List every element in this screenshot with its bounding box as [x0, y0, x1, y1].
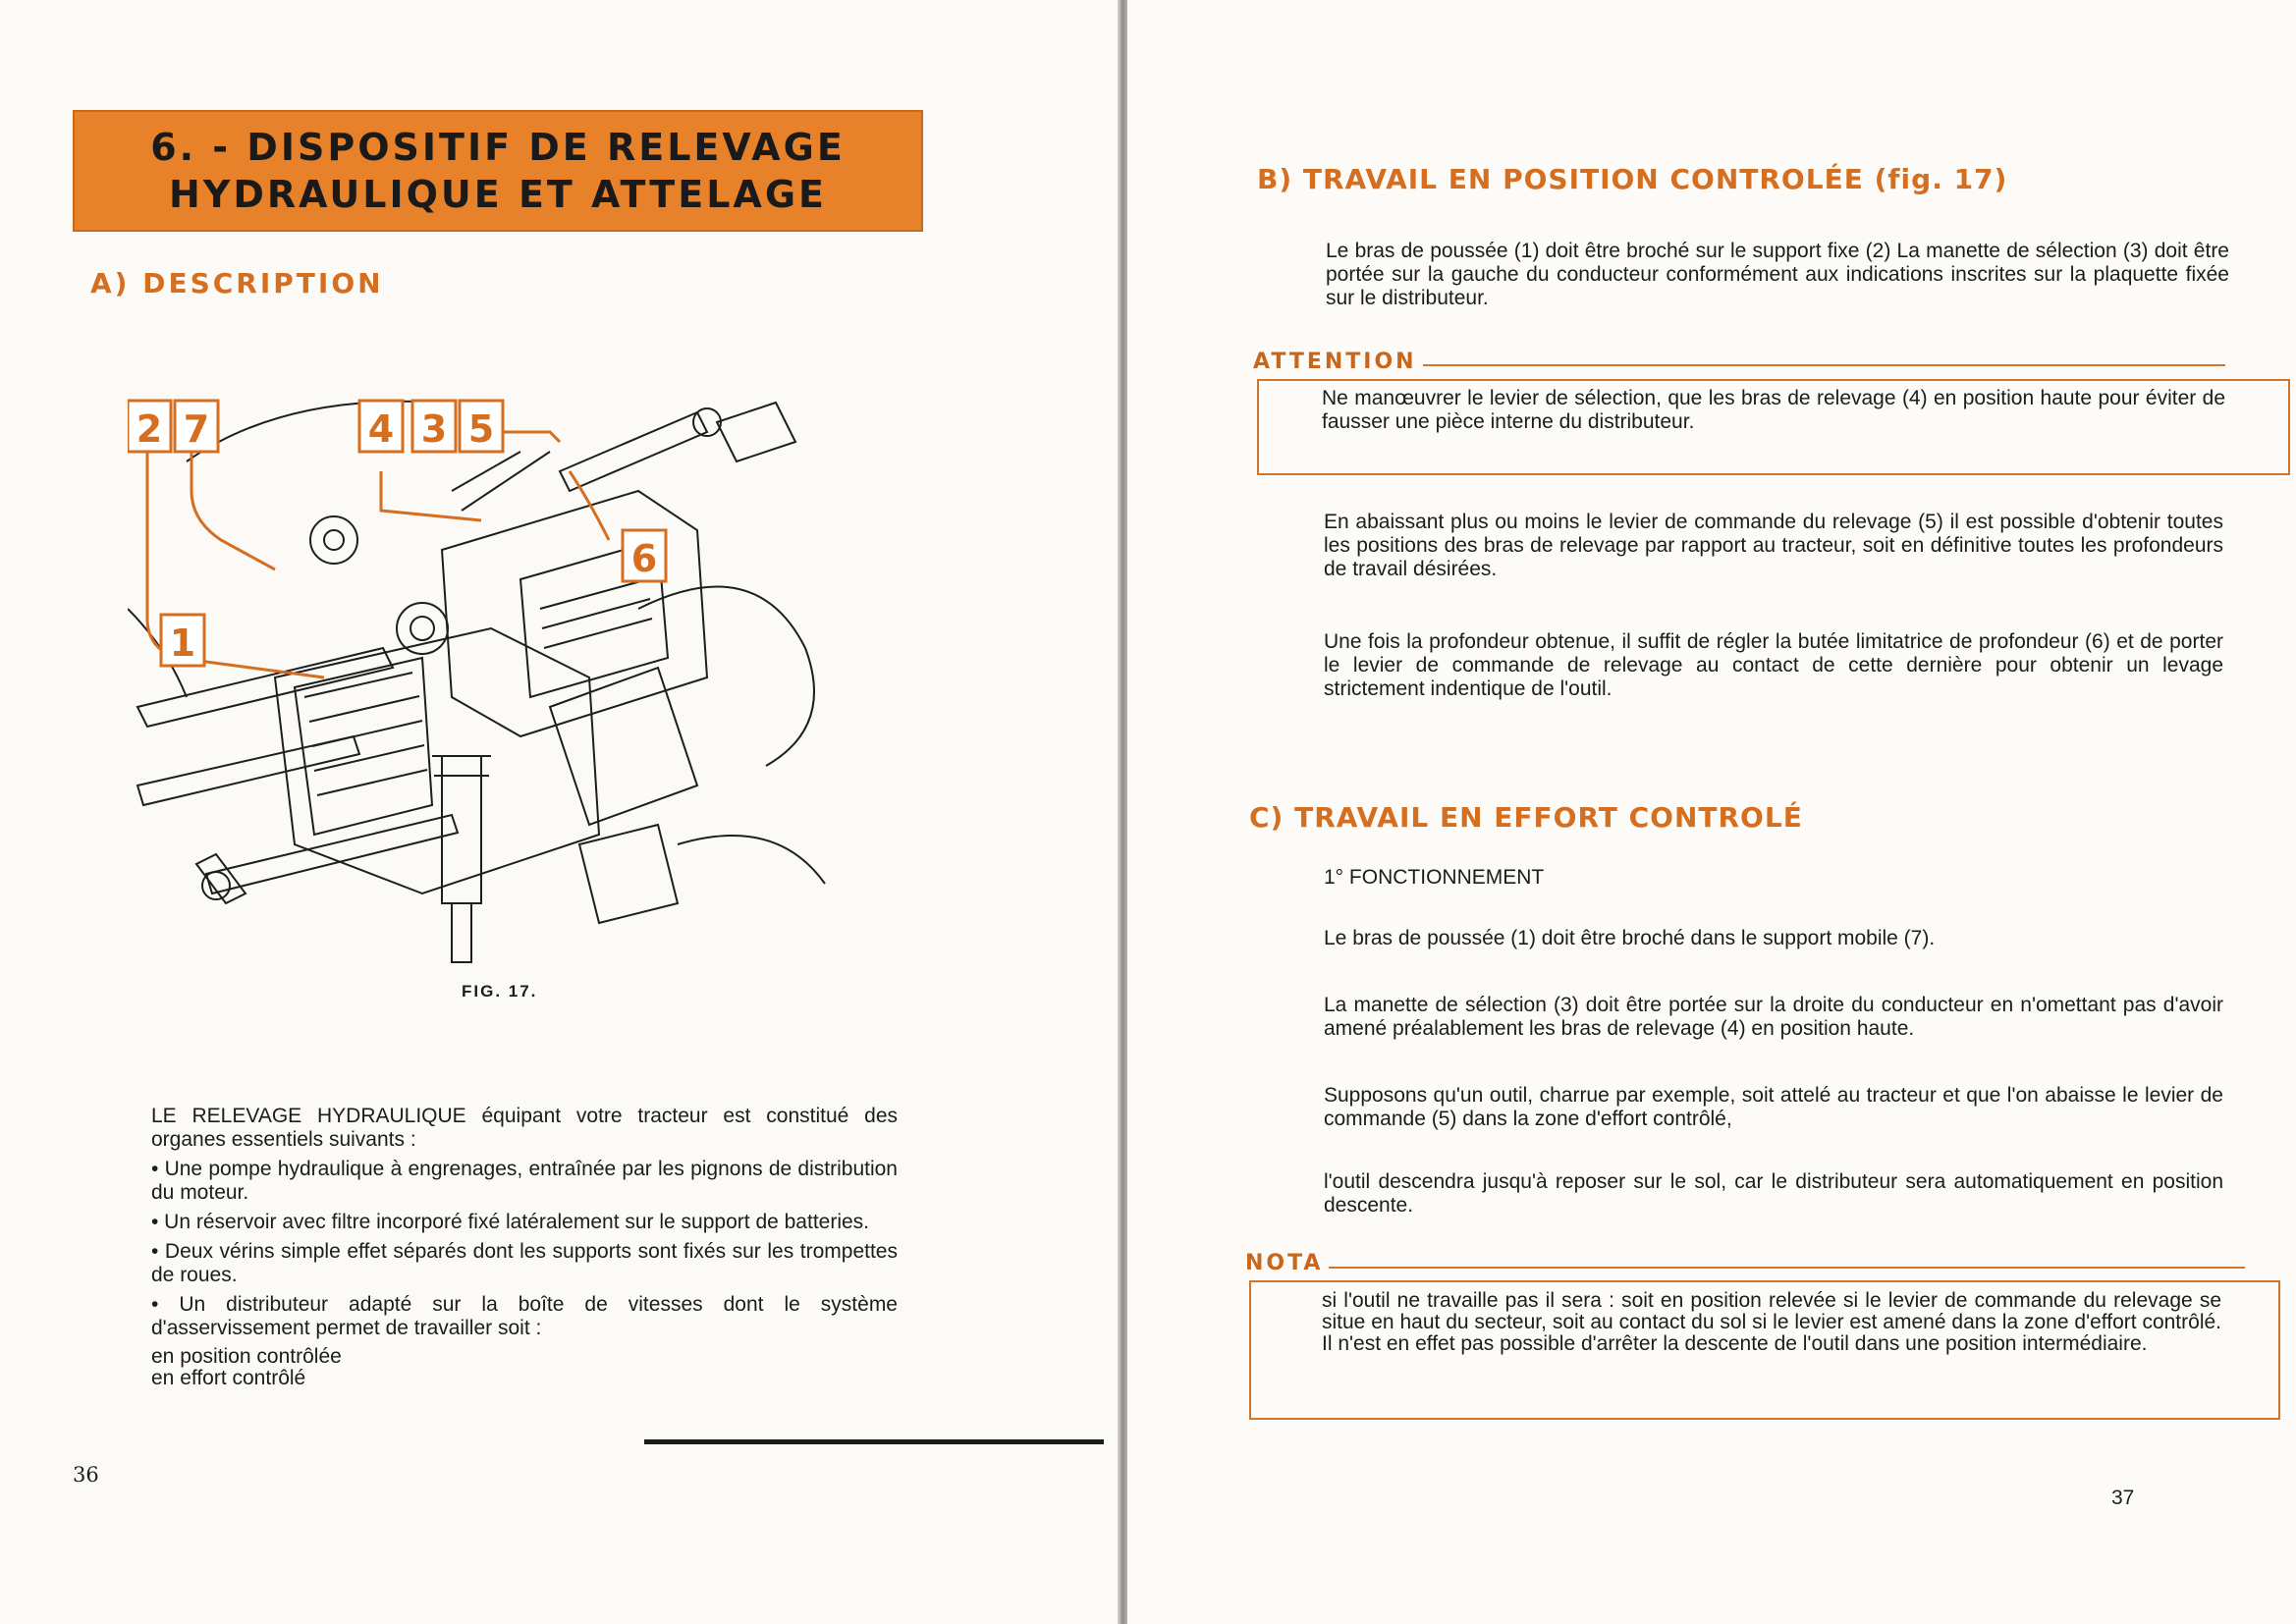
page-number-left: 36	[73, 1463, 99, 1487]
section-b-paragraph-3: Une fois la profondeur obtenue, il suffit de régler la butée limitatrice de profondeur (6) et de porter le levier de commande de relevage au contact de cette dernière pour obtenir un levage strictement indentique de l'outil.	[1324, 630, 2223, 700]
callout-3: 3	[420, 407, 448, 451]
nota-rule	[1253, 1267, 2245, 1269]
chapter-title-box	[73, 110, 923, 232]
nota-text: si l'outil ne travaille pas il sera : soit en position relevée si le levier de commande du relevage se situe en haut du secteur, soit au contact du sol si le levier est amené dans la zone d'effort contrôlé. Il n'est en effet pas possible d'arrêter la descente de l'outil dans une position intermédiaire.	[1322, 1289, 2221, 1355]
gearbox-housing-shape	[275, 628, 599, 893]
section-c-paragraph-2: La manette de sélection (3) doit être portée sur la droite du conducteur en n'omettant pas d'avoir amené préalablement les bras de relevage (4) en position haute.	[1324, 994, 2223, 1040]
callout-2: 2	[136, 407, 163, 451]
intro-paragraph: LE RELEVAGE HYDRAULIQUE équipant votre tracteur est constitué des organes essentiels suivants :	[151, 1105, 898, 1151]
bullet-verins: • Deux vérins simple effet séparés dont les supports sont fixés sur les trompettes de roues.	[151, 1240, 898, 1286]
leader-line-3	[381, 471, 481, 520]
callout-4: 4	[367, 407, 395, 451]
callout-5: 5	[467, 407, 495, 451]
figure-17-illustration	[128, 383, 933, 972]
section-c-paragraph-4: l'outil descendra jusqu'à reposer sur le sol, car le distributeur sera automatiquement en position descente.	[1324, 1170, 2223, 1217]
figure-caption: FIG. 17.	[462, 982, 538, 1001]
mode-position: en position contrôlée	[151, 1345, 342, 1368]
nota-box	[1249, 1280, 2280, 1420]
bullet-pump: • Une pompe hydraulique à engrenages, entraînée par les pignons de distribution du moteur.	[151, 1158, 898, 1204]
section-c-heading: C) TRAVAIL EN EFFORT CONTROLÉ	[1249, 801, 1803, 834]
attention-box	[1257, 379, 2290, 475]
section-c-subheading: 1° FONCTIONNEMENT	[1324, 866, 1545, 889]
section-c-paragraph-1: Le bras de poussée (1) doit être broché dans le support mobile (7).	[1324, 927, 1936, 949]
left-page	[0, 0, 1120, 1624]
leader-line-7	[191, 442, 275, 569]
mode-effort: en effort contrôlé	[151, 1367, 306, 1389]
section-b-paragraph: Le bras de poussée (1) doit être broché sur le support fixe (2) La manette de sélection (3) doit être portée sur la gauche du conducteur conformément aux indications inscrites sur la plaquette fixée sur le distributeur.	[1326, 240, 2229, 309]
page-number-right: 37	[2111, 1487, 2135, 1509]
nota-label: NOTA	[1245, 1251, 1329, 1275]
relevage-description	[151, 1105, 898, 1389]
attention-label: ATTENTION	[1253, 350, 1423, 374]
chapter-title-line2: HYDRAULIQUE ET ATTELAGE	[169, 173, 827, 216]
leader-line-5	[501, 432, 560, 442]
bullet-distributeur: • Un distributeur adapté sur la boîte de vitesses dont le système d'asservissement permet de travailler soit :	[151, 1293, 898, 1339]
bullet-reservoir: • Un réservoir avec filtre incorporé fixé latéralement sur le support de batteries.	[151, 1211, 870, 1233]
section-a-heading: A) DESCRIPTION	[90, 267, 384, 299]
callout-7: 7	[183, 407, 210, 451]
closing-rule	[644, 1439, 1104, 1444]
distributor-block-shape	[442, 491, 707, 736]
section-c-paragraph-3: Supposons qu'un outil, charrue par exemple, soit attelé au tracteur et que l'on abaisse le levier de commande (5) dans la zone d'effort contrôlé,	[1324, 1084, 2223, 1130]
right-page	[1127, 0, 2296, 1624]
chapter-title-line1: 6. - DISPOSITIF DE RELEVAGE	[150, 126, 846, 169]
callout-1: 1	[169, 622, 196, 665]
section-b-heading: B) TRAVAIL EN POSITION CONTROLÉE (fig. 17)	[1257, 163, 2008, 195]
callout-6: 6	[630, 537, 658, 580]
section-b-paragraph-2: En abaissant plus ou moins le levier de commande du relevage (5) il est possible d'obtenir toutes les positions des bras de relevage par rapport au tracteur, soit en définitive toutes les profondeurs de travail désirées.	[1324, 511, 2223, 580]
attention-text: Ne manœuvrer le levier de sélection, que les bras de relevage (4) en position haute pour éviter de fausser une pièce interne du distributeur.	[1322, 387, 2225, 433]
